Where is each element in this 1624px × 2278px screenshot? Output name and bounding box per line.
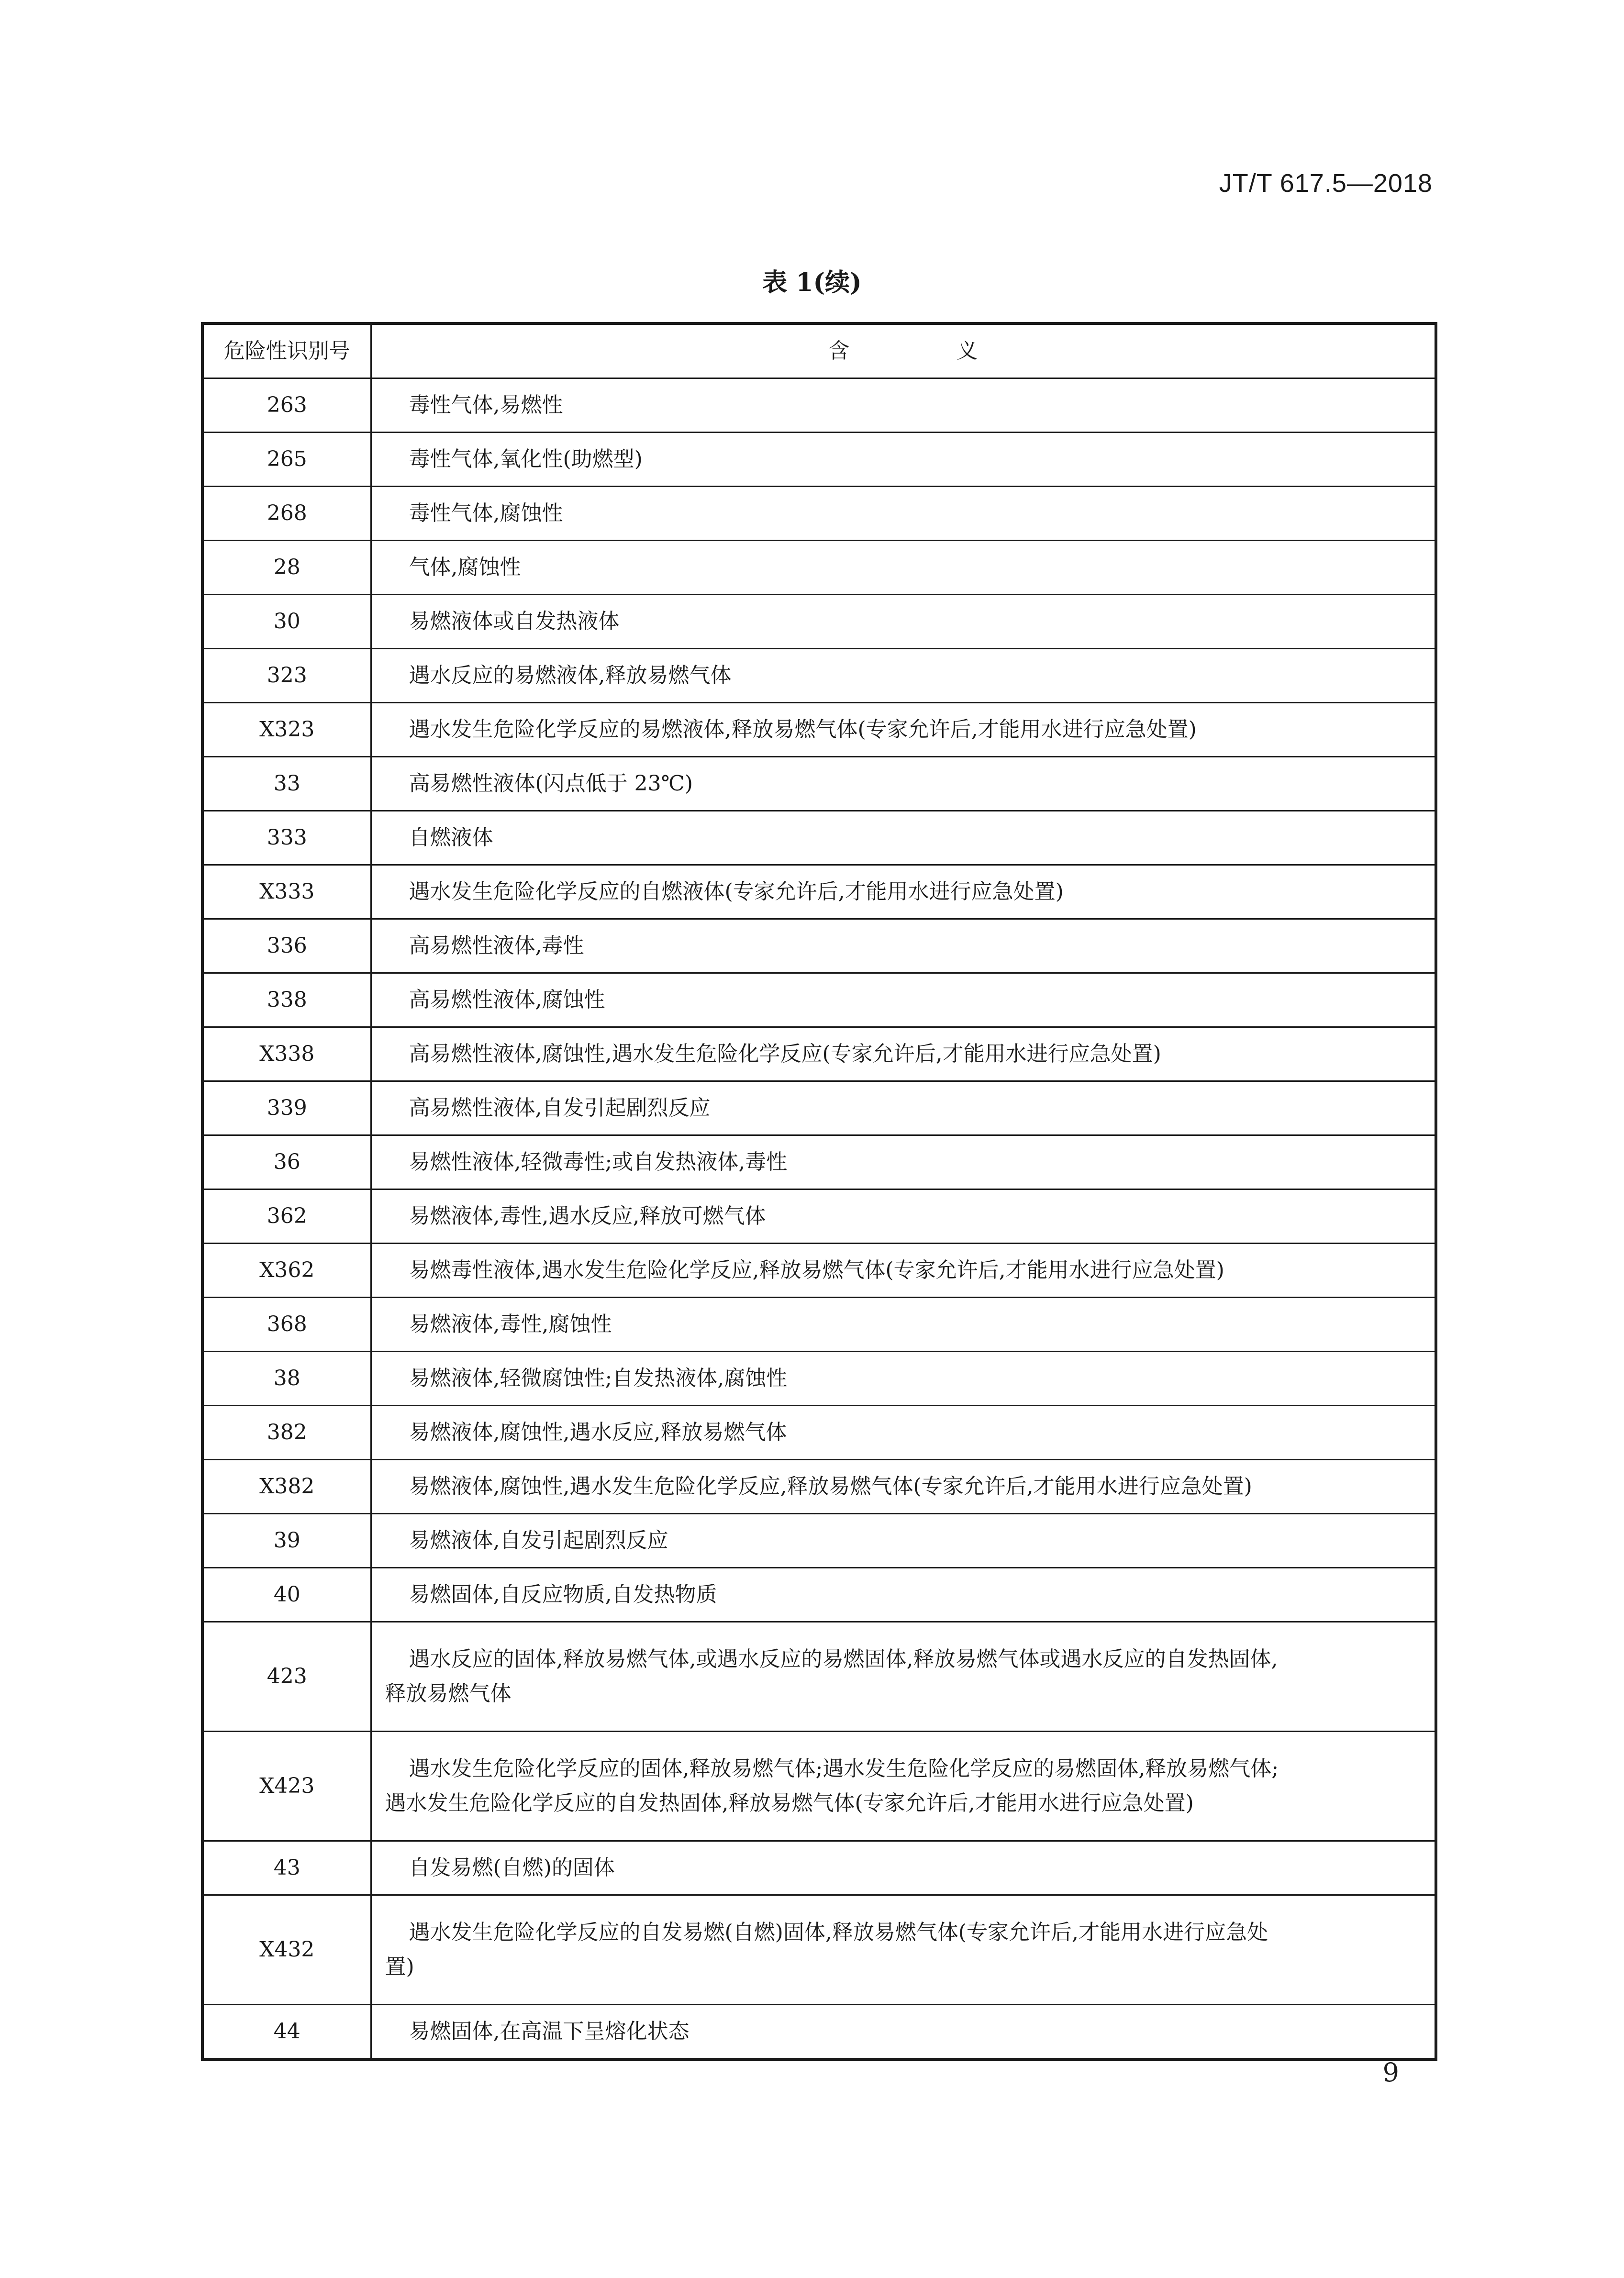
- hazard-code-cell: X333: [202, 865, 371, 919]
- hazard-code-cell: 323: [202, 649, 371, 703]
- hazard-code-cell: X382: [202, 1460, 371, 1514]
- meaning-cell: 易燃液体,毒性,遇水反应,释放可燃气体: [371, 1189, 1436, 1244]
- meaning-cell: 自燃液体: [371, 811, 1436, 865]
- meaning-line: 置): [385, 1955, 414, 1979]
- table-row: [202, 1081, 1436, 1135]
- table-row: [202, 1244, 1436, 1298]
- meaning-cell: 易燃液体或自发热液体: [371, 595, 1436, 649]
- hazard-code-cell: 338: [202, 973, 371, 1027]
- table-row: [202, 1622, 1436, 1732]
- table-row: [202, 2005, 1436, 2060]
- table-row: [202, 1352, 1436, 1406]
- table-row: [202, 1189, 1436, 1244]
- hazard-code-cell: 336: [202, 919, 371, 973]
- document-code: JT/T 617.5—2018: [1219, 169, 1433, 198]
- hazard-code-cell: 423: [202, 1622, 371, 1732]
- table-row: [202, 595, 1436, 649]
- hazard-code-cell: 36: [202, 1135, 371, 1189]
- meaning-cell: 易燃液体,腐蚀性,遇水反应,释放易燃气体: [371, 1406, 1436, 1460]
- hazard-code-cell: 268: [202, 487, 371, 541]
- table-row: [202, 1460, 1436, 1514]
- hazard-code-cell: 39: [202, 1514, 371, 1568]
- table-row: [202, 487, 1436, 541]
- hazard-code-cell: 40: [202, 1568, 371, 1622]
- meaning-line: 释放易燃气体: [385, 1681, 512, 1706]
- table-title: 表 1(续): [762, 268, 862, 297]
- meaning-line: 遇水反应的固体,释放易燃气体,或遇水反应的易燃固体,释放易燃气体或遇水反应的自发热固体,: [409, 1647, 1278, 1671]
- meaning-cell: 高易燃性液体,毒性: [371, 919, 1436, 973]
- hazard-code-cell: 30: [202, 595, 371, 649]
- hazard-identification-table: [201, 322, 1437, 2061]
- hazard-code-cell: 28: [202, 541, 371, 595]
- meaning-cell: [371, 1622, 1436, 1732]
- hazard-code-cell: 382: [202, 1406, 371, 1460]
- hazard-code-cell: 38: [202, 1352, 371, 1406]
- meaning-cell: 易燃液体,腐蚀性,遇水发生危险化学反应,释放易燃气体(专家允许后,才能用水进行应急处置): [371, 1460, 1436, 1514]
- hazard-code-cell: 333: [202, 811, 371, 865]
- meaning-cell: 毒性气体,氧化性(助燃型): [371, 433, 1436, 487]
- table-row: [202, 1568, 1436, 1622]
- meaning-cell: [371, 1895, 1436, 2005]
- table-row: [202, 973, 1436, 1027]
- hazard-code-cell: 339: [202, 1081, 371, 1135]
- hazard-code-cell: 263: [202, 378, 371, 433]
- meaning-cell: [371, 1732, 1436, 1841]
- table-row: [202, 541, 1436, 595]
- table-row: [202, 811, 1436, 865]
- hazard-code-cell: 368: [202, 1298, 371, 1352]
- meaning-cell: 高易燃性液体,腐蚀性,遇水发生危险化学反应(专家允许后,才能用水进行应急处置): [371, 1027, 1436, 1081]
- meaning-cell: 易燃液体,轻微腐蚀性;自发热液体,腐蚀性: [371, 1352, 1436, 1406]
- table-row: [202, 919, 1436, 973]
- table-row: [202, 1027, 1436, 1081]
- meaning-line: 遇水发生危险化学反应的自发热固体,释放易燃气体(专家允许后,才能用水进行应急处置): [385, 1791, 1194, 1815]
- meaning-cell: 高易燃性液体(闪点低于 23℃): [371, 757, 1436, 811]
- meaning-cell: 自发易燃(自燃)的固体: [371, 1841, 1436, 1895]
- table-row: [202, 1732, 1436, 1841]
- meaning-cell: 毒性气体,腐蚀性: [371, 487, 1436, 541]
- table-row: [202, 649, 1436, 703]
- hazard-code-cell: 44: [202, 2005, 371, 2060]
- table-row: [202, 1298, 1436, 1352]
- meaning-line: 遇水发生危险化学反应的固体,释放易燃气体;遇水发生危险化学反应的易燃固体,释放易燃气体;: [409, 1756, 1279, 1781]
- hazard-code-cell: X338: [202, 1027, 371, 1081]
- table-row: [202, 1406, 1436, 1460]
- hazard-code-cell: 362: [202, 1189, 371, 1244]
- table-row: [202, 1895, 1436, 2005]
- table-header-row: [202, 323, 1436, 378]
- hazard-code-cell: X432: [202, 1895, 371, 2005]
- meaning-cell: 易燃毒性液体,遇水发生危险化学反应,释放易燃气体(专家允许后,才能用水进行应急处置): [371, 1244, 1436, 1298]
- hazard-code-cell: X362: [202, 1244, 371, 1298]
- meaning-cell: 毒性气体,易燃性: [371, 378, 1436, 433]
- table-row: [202, 433, 1436, 487]
- meaning-cell: 气体,腐蚀性: [371, 541, 1436, 595]
- meaning-cell: 遇水发生危险化学反应的易燃液体,释放易燃气体(专家允许后,才能用水进行应急处置): [371, 703, 1436, 757]
- hazard-code-cell: 33: [202, 757, 371, 811]
- meaning-cell: 高易燃性液体,腐蚀性: [371, 973, 1436, 1027]
- table-row: [202, 757, 1436, 811]
- meaning-cell: 易燃性液体,轻微毒性;或自发热液体,毒性: [371, 1135, 1436, 1189]
- meaning-cell: 易燃液体,毒性,腐蚀性: [371, 1298, 1436, 1352]
- table-row: [202, 1135, 1436, 1189]
- meaning-cell: 高易燃性液体,自发引起剧烈反应: [371, 1081, 1436, 1135]
- meaning-cell: 遇水发生危险化学反应的自燃液体(专家允许后,才能用水进行应急处置): [371, 865, 1436, 919]
- hazard-code-cell: X323: [202, 703, 371, 757]
- meaning-cell: 易燃固体,自反应物质,自发热物质: [371, 1568, 1436, 1622]
- page-number: 9: [1382, 2057, 1399, 2088]
- table-row: [202, 1841, 1436, 1895]
- column-header-code: 危险性识别号: [202, 323, 371, 378]
- hazard-code-cell: 265: [202, 433, 371, 487]
- meaning-cell: 遇水反应的易燃液体,释放易燃气体: [371, 649, 1436, 703]
- table-row: [202, 703, 1436, 757]
- column-header-meaning: 含 义: [371, 323, 1436, 378]
- table-row: [202, 1514, 1436, 1568]
- table-row: [202, 865, 1436, 919]
- meaning-cell: 易燃液体,自发引起剧烈反应: [371, 1514, 1436, 1568]
- meaning-cell: 易燃固体,在高温下呈熔化状态: [371, 2005, 1436, 2060]
- meaning-line: 遇水发生危险化学反应的自发易燃(自燃)固体,释放易燃气体(专家允许后,才能用水进行应急处: [409, 1920, 1268, 1945]
- table-row: [202, 378, 1436, 433]
- hazard-code-cell: 43: [202, 1841, 371, 1895]
- hazard-code-cell: X423: [202, 1732, 371, 1841]
